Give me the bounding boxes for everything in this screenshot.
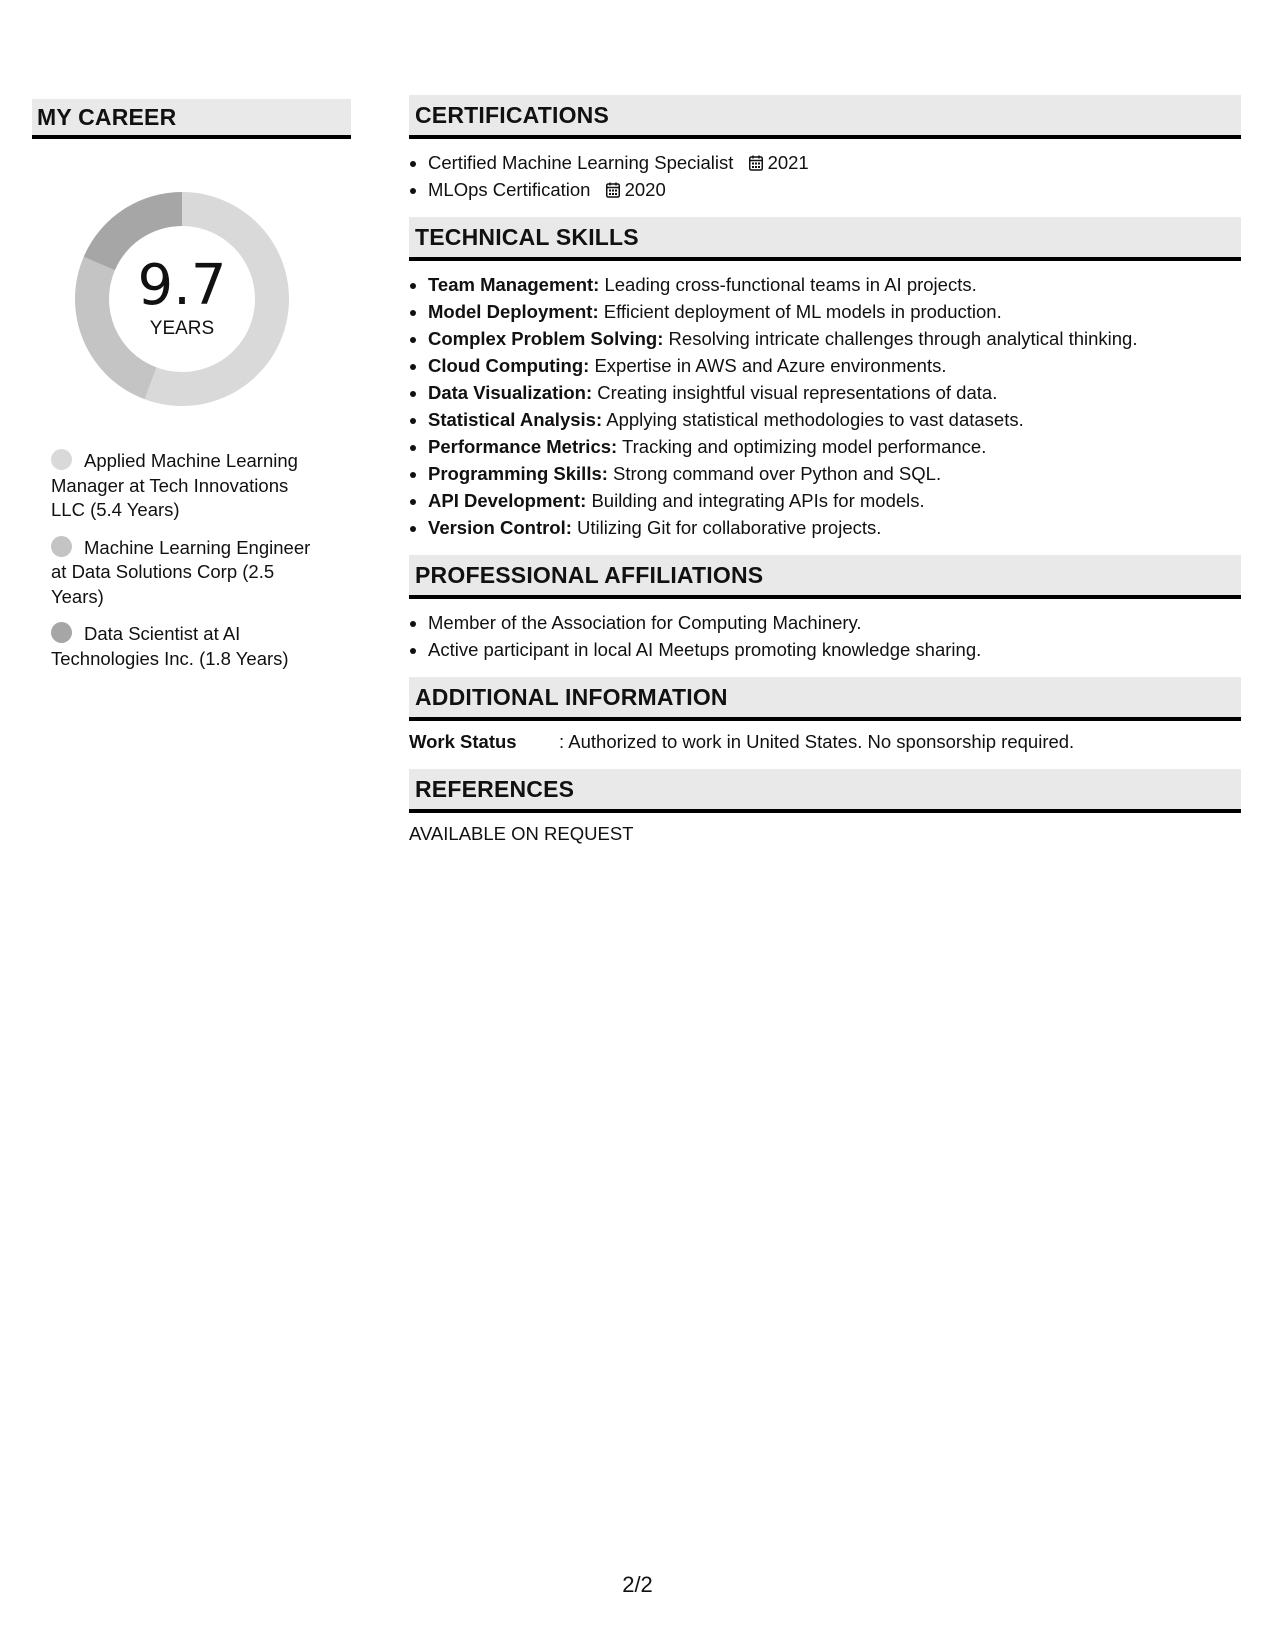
career-legend (51, 449, 321, 671)
career-legend-item (51, 622, 321, 671)
skill-item (428, 487, 1241, 514)
career-total-unit: YEARS (149, 318, 215, 339)
career-heading: MY CAREER (32, 99, 351, 139)
career-legend-text: Applied Machine Learning Manager at Tech Innovations LLC (5.4 Years) (51, 450, 298, 520)
skill-item (428, 271, 1241, 298)
certification-name: Certified Machine Learning Specialist (428, 152, 734, 173)
skill-desc: Creating insightful visual representations of data. (597, 382, 998, 403)
calendar-icon (606, 182, 620, 198)
career-legend-text: Machine Learning Engineer at Data Solutions Corp (2.5 Years) (51, 536, 311, 607)
certifications-list (409, 149, 1241, 203)
skill-item (428, 352, 1241, 379)
skill-desc: Building and integrating APIs for models. (591, 490, 925, 511)
career-legend-item (51, 536, 321, 610)
career-donut-chart (67, 184, 297, 414)
additional-info-heading: ADDITIONAL INFORMATION (409, 677, 1241, 721)
skill-desc: Strong command over Python and SQL. (613, 463, 942, 484)
affiliation-item: • Member of the Association for Computing Machinery. (428, 609, 1241, 636)
skill-item (428, 298, 1241, 325)
career-donut-center (67, 184, 297, 340)
legend-dot-icon (51, 536, 72, 557)
legend-dot-icon (51, 449, 72, 470)
work-status-label: Work Status (409, 731, 517, 752)
certifications-heading: CERTIFICATIONS (409, 95, 1241, 139)
page-number: 2/2 (622, 1572, 653, 1597)
career-total-years: 9.7 (137, 253, 227, 318)
certification-date (606, 179, 666, 200)
skill-desc: Tracking and optimizing model performance. (622, 436, 987, 457)
main-column (409, 95, 1241, 846)
skill-item (428, 433, 1241, 460)
work-status-row (409, 730, 1241, 754)
certification-name: MLOps Certification (428, 179, 591, 200)
skill-desc: Utilizing Git for collaborative projects. (577, 517, 882, 538)
skill-item (428, 406, 1241, 433)
skill-item (428, 379, 1241, 406)
career-legend-text: Data Scientist at AI Technologies Inc. (1.8 Years) (51, 623, 289, 669)
skill-name: Statistical Analysis: (428, 409, 603, 430)
affiliations-heading: PROFESSIONAL AFFILIATIONS (409, 555, 1241, 599)
certification-item (428, 149, 1241, 176)
skill-item (428, 460, 1241, 487)
calendar-icon (749, 155, 763, 171)
certification-year: 2021 (767, 152, 809, 173)
career-column (32, 99, 351, 684)
legend-dot-icon (51, 622, 72, 643)
affiliation-item: • Active participant in local AI Meetups promoting knowledge sharing. (428, 636, 1241, 663)
skill-item (428, 514, 1241, 541)
references-text: AVAILABLE ON REQUEST (409, 823, 634, 844)
skill-name: Data Visualization: (428, 382, 593, 403)
skill-name: API Development: (428, 490, 587, 511)
skill-name: Model Deployment: (428, 301, 599, 322)
skill-desc: Applying statistical methodologies to vast datasets. (606, 409, 1024, 430)
skill-desc: Resolving intricate challenges through analytical thinking. (668, 328, 1138, 349)
skill-name: Version Control: (428, 517, 572, 538)
work-status-value: : Authorized to work in United States. No sponsorship required. (559, 731, 1075, 752)
skill-name: Complex Problem Solving: (428, 328, 664, 349)
references-heading: REFERENCES (409, 769, 1241, 813)
certification-year: 2020 (624, 179, 666, 200)
certification-date (749, 152, 809, 173)
skill-name: Programming Skills: (428, 463, 608, 484)
skill-desc: Leading cross-functional teams in AI projects. (604, 274, 977, 295)
certification-item (428, 176, 1241, 203)
skill-desc: Expertise in AWS and Azure environments. (594, 355, 947, 376)
career-legend-item (51, 449, 321, 523)
skills-list (409, 271, 1241, 541)
skill-name: Team Management: (428, 274, 600, 295)
skill-name: Cloud Computing: (428, 355, 590, 376)
skill-item (428, 325, 1241, 352)
skill-name: Performance Metrics: (428, 436, 618, 457)
affiliations-list (409, 609, 1241, 663)
skill-desc: Efficient deployment of ML models in production. (603, 301, 1002, 322)
skills-heading: TECHNICAL SKILLS (409, 217, 1241, 261)
